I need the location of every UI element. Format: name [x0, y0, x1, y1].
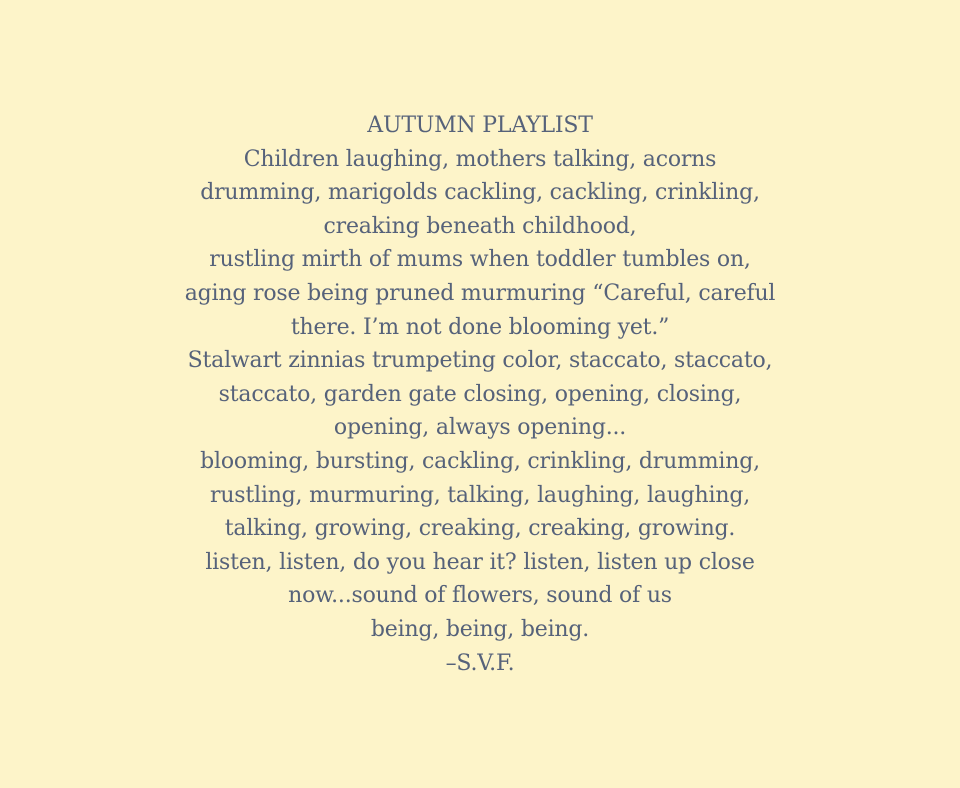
poem-signature: –S.V.F.	[445, 650, 515, 676]
poem-line: talking, growing, creaking, creaking, growing.	[224, 516, 736, 542]
poem-line: aging rose being pruned murmuring “Careful, careful	[184, 280, 776, 306]
poem-title: AUTUMN PLAYLIST	[367, 113, 593, 138]
poem-block	[0, 109, 960, 680]
poem-line: creaking beneath childhood,	[323, 213, 637, 239]
poem-line: staccato, garden gate closing, opening, closing,	[218, 381, 742, 407]
poem-line: rustling, murmuring, talking, laughing, laughing,	[210, 482, 750, 508]
poem-line: rustling mirth of mums when toddler tumbles on,	[209, 247, 751, 273]
poem-line: now...sound of flowers, sound of us	[288, 583, 672, 609]
poem-line: drumming, marigolds cackling, cackling, crinkling,	[200, 180, 760, 206]
poem-line: there. I’m not done blooming yet.”	[290, 314, 670, 340]
poem-line: being, being, being.	[370, 616, 590, 642]
poem-line: Stalwart zinnias trumpeting color, staccato, staccato,	[187, 348, 773, 374]
poem-line: Children laughing, mothers talking, acorns	[243, 146, 717, 172]
poem-line: listen, listen, do you hear it? listen, listen up close	[205, 549, 755, 575]
poem-line: opening, always opening...	[333, 415, 627, 441]
poem-line: blooming, bursting, cackling, crinkling, drumming,	[200, 448, 760, 474]
